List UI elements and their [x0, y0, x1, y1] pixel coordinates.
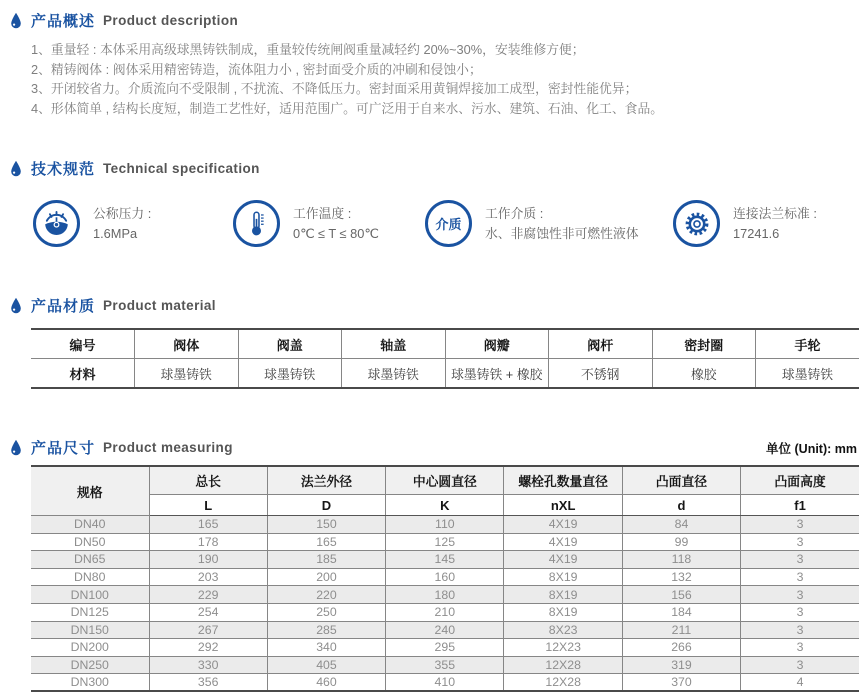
material-column-header: 阀瓣	[445, 329, 549, 359]
value-cell: 211	[622, 621, 740, 639]
material-column-header: 手轮	[756, 329, 860, 359]
value-cell: 165	[149, 516, 267, 534]
material-column-header: 轴盖	[342, 329, 446, 359]
value-cell: 220	[267, 586, 385, 604]
value-cell: 8X19	[504, 586, 622, 604]
value-cell: 3	[741, 551, 859, 569]
medium-icon-text: 介质	[435, 217, 462, 232]
unit-label: 单位 (Unit): mm	[766, 442, 857, 456]
value-cell: 84	[622, 516, 740, 534]
value-cell: 410	[386, 674, 504, 692]
material-table	[31, 328, 859, 389]
value-cell: 118	[622, 551, 740, 569]
spec-text	[293, 204, 379, 244]
pressure-gauge-icon	[33, 200, 80, 247]
value-cell: 156	[622, 586, 740, 604]
spec-value: 1.6MPa	[93, 225, 138, 241]
value-cell: 145	[386, 551, 504, 569]
section-product-material	[0, 295, 861, 389]
section-header	[0, 437, 233, 458]
material-data-row	[31, 359, 859, 389]
measuring-table-row	[31, 656, 859, 674]
value-cell: 370	[622, 674, 740, 692]
droplet-icon	[9, 439, 23, 457]
measuring-column-header: 螺栓孔数量直径	[504, 466, 622, 495]
measuring-table	[31, 465, 859, 692]
spec-cell: DN100	[31, 586, 149, 604]
value-cell: 8X19	[504, 568, 622, 586]
measuring-table-body	[31, 516, 859, 692]
description-list	[0, 40, 861, 118]
spec-label: 连接法兰标准 :	[733, 205, 817, 221]
droplet-icon	[9, 160, 23, 178]
measuring-group-row	[31, 466, 859, 495]
value-cell: 4X19	[504, 533, 622, 551]
spec-cell: DN65	[31, 551, 149, 569]
spec-cell: DN40	[31, 516, 149, 534]
value-cell: 405	[267, 656, 385, 674]
measuring-table-row	[31, 674, 859, 692]
section-technical-specification	[0, 158, 861, 247]
measuring-column-header: 凸面直径	[622, 466, 740, 495]
value-cell: 254	[149, 603, 267, 621]
measuring-symbol-header: K	[386, 495, 504, 516]
section-title-zh: 技术规范	[31, 161, 96, 178]
measuring-table-row	[31, 551, 859, 569]
value-cell: 355	[386, 656, 504, 674]
measuring-table-row	[31, 639, 859, 657]
measuring-symbol-header: D	[267, 495, 385, 516]
material-column-header: 密封圈	[652, 329, 756, 359]
spec-text	[485, 204, 639, 244]
measuring-header-bar	[0, 437, 861, 458]
value-cell: 319	[622, 656, 740, 674]
material-value-cell: 不锈钢	[549, 359, 653, 389]
measuring-spec-header: 规格	[31, 466, 149, 516]
description-item: 1、重量轻 : 本体采用高级球黑铸铁制成，重量较传统闸阀重量减轻约 20%~30%，安装维修方便；	[31, 42, 585, 57]
value-cell: 3	[741, 568, 859, 586]
material-value-cell: 球墨铸铁	[756, 359, 860, 389]
material-column-header: 阀盖	[238, 329, 342, 359]
value-cell: 8X19	[504, 603, 622, 621]
measuring-table-row	[31, 568, 859, 586]
value-cell: 340	[267, 639, 385, 657]
value-cell: 3	[741, 621, 859, 639]
measuring-column-header: 总长	[149, 466, 267, 495]
value-cell: 203	[149, 568, 267, 586]
description-item: 2、精铸阀体 : 阀体采用精密铸造，流体阻力小 , 密封面受介质的冲刷和侵蚀小；	[31, 61, 482, 77]
material-value-cell: 橡胶	[652, 359, 756, 389]
gear-icon	[673, 200, 720, 247]
value-cell: 3	[741, 603, 859, 621]
spec-cell: DN80	[31, 568, 149, 586]
value-cell: 3	[741, 639, 859, 657]
thermometer-icon	[233, 200, 280, 247]
section-title-zh: 产品材质	[31, 298, 96, 315]
value-cell: 12X28	[504, 656, 622, 674]
spec-label: 公称压力 :	[93, 205, 152, 221]
section-header	[0, 10, 861, 31]
value-cell: 190	[149, 551, 267, 569]
value-cell: 8X23	[504, 621, 622, 639]
value-cell: 150	[267, 516, 385, 534]
value-cell: 460	[267, 674, 385, 692]
value-cell: 250	[267, 603, 385, 621]
measuring-table-row	[31, 621, 859, 639]
section-title-zh: 产品概述	[31, 13, 96, 30]
section-header	[0, 295, 861, 316]
material-value-cell: 球墨铸铁	[238, 359, 342, 389]
value-cell: 240	[386, 621, 504, 639]
value-cell: 266	[622, 639, 740, 657]
spec-item-pressure	[33, 200, 233, 247]
spec-item-temperature	[233, 200, 425, 247]
measuring-symbol-header: nXL	[504, 495, 622, 516]
value-cell: 4	[741, 674, 859, 692]
spec-value: 0℃ ≤ T ≤ 80℃	[293, 225, 379, 241]
value-cell: 12X28	[504, 674, 622, 692]
measuring-table-row	[31, 516, 859, 534]
value-cell: 185	[267, 551, 385, 569]
tech-spec-row	[33, 200, 861, 247]
measuring-column-header: 中心圆直径	[386, 466, 504, 495]
value-cell: 132	[622, 568, 740, 586]
description-item: 4、形体简单 , 结构长度短，制造工艺性好，适用范围广。可广泛用于自来水、污水、建筑、石油、化工、食品。	[31, 100, 664, 116]
value-cell: 3	[741, 656, 859, 674]
section-title-en: Product description	[103, 13, 239, 28]
value-cell: 292	[149, 639, 267, 657]
spec-cell: DN200	[31, 639, 149, 657]
spec-cell: DN300	[31, 674, 149, 692]
value-cell: 267	[149, 621, 267, 639]
value-cell: 110	[386, 516, 504, 534]
measuring-column-header: 法兰外径	[267, 466, 385, 495]
value-cell: 285	[267, 621, 385, 639]
measuring-table-row	[31, 533, 859, 551]
material-column-header: 编号	[31, 329, 135, 359]
spec-label: 工作温度 :	[293, 205, 352, 221]
material-column-header: 阀体	[135, 329, 239, 359]
measuring-symbol-header: f1	[741, 495, 859, 516]
measuring-symbol-header: d	[622, 495, 740, 516]
spec-text	[733, 204, 817, 244]
spec-cell: DN50	[31, 533, 149, 551]
description-item: 3、开闭较省力。介质流向不受限制 , 不扰流、不降低压力。密封面采用黄铜焊接加工成型，密封性能优异；	[31, 81, 638, 96]
value-cell: 4X19	[504, 551, 622, 569]
section-title-en: Product measuring	[103, 440, 233, 455]
measuring-table-row	[31, 586, 859, 604]
value-cell: 356	[149, 674, 267, 692]
spec-cell: DN150	[31, 621, 149, 639]
value-cell: 3	[741, 586, 859, 604]
value-cell: 295	[386, 639, 504, 657]
value-cell: 210	[386, 603, 504, 621]
measuring-symbol-row	[31, 495, 859, 516]
value-cell: 165	[267, 533, 385, 551]
measuring-symbol-header: L	[149, 495, 267, 516]
measuring-column-header: 凸面高度	[741, 466, 859, 495]
value-cell: 229	[149, 586, 267, 604]
spec-label: 工作介质 :	[485, 205, 544, 221]
spec-value: 水、非腐蚀性非可燃性液体	[485, 225, 639, 241]
material-header-row	[31, 329, 859, 359]
material-value-cell: 球墨铸铁 + 橡胶	[445, 359, 549, 389]
value-cell: 184	[622, 603, 740, 621]
section-product-description	[0, 0, 861, 118]
value-cell: 3	[741, 516, 859, 534]
value-cell: 330	[149, 656, 267, 674]
section-title-zh: 产品尺寸	[31, 440, 96, 457]
value-cell: 125	[386, 533, 504, 551]
value-cell: 4X19	[504, 516, 622, 534]
droplet-icon	[9, 297, 23, 315]
section-product-measuring	[0, 437, 861, 692]
section-header	[0, 158, 861, 179]
material-value-cell: 球墨铸铁	[135, 359, 239, 389]
droplet-icon	[9, 12, 23, 30]
spec-value: 17241.6	[733, 225, 780, 241]
spec-text	[93, 204, 151, 244]
section-title-en: Technical specification	[103, 161, 260, 176]
value-cell: 99	[622, 533, 740, 551]
spec-cell: DN125	[31, 603, 149, 621]
value-cell: 178	[149, 533, 267, 551]
value-cell: 160	[386, 568, 504, 586]
value-cell: 200	[267, 568, 385, 586]
spec-item-flange-standard	[673, 200, 817, 247]
section-title-en: Product material	[103, 298, 216, 313]
spec-item-medium	[425, 200, 673, 247]
medium-icon	[425, 200, 472, 247]
value-cell: 180	[386, 586, 504, 604]
measuring-table-row	[31, 603, 859, 621]
material-column-header: 阀杆	[549, 329, 653, 359]
value-cell: 12X23	[504, 639, 622, 657]
material-row-label: 材料	[31, 359, 135, 389]
spec-cell: DN250	[31, 656, 149, 674]
value-cell: 3	[741, 533, 859, 551]
material-value-cell: 球墨铸铁	[342, 359, 446, 389]
